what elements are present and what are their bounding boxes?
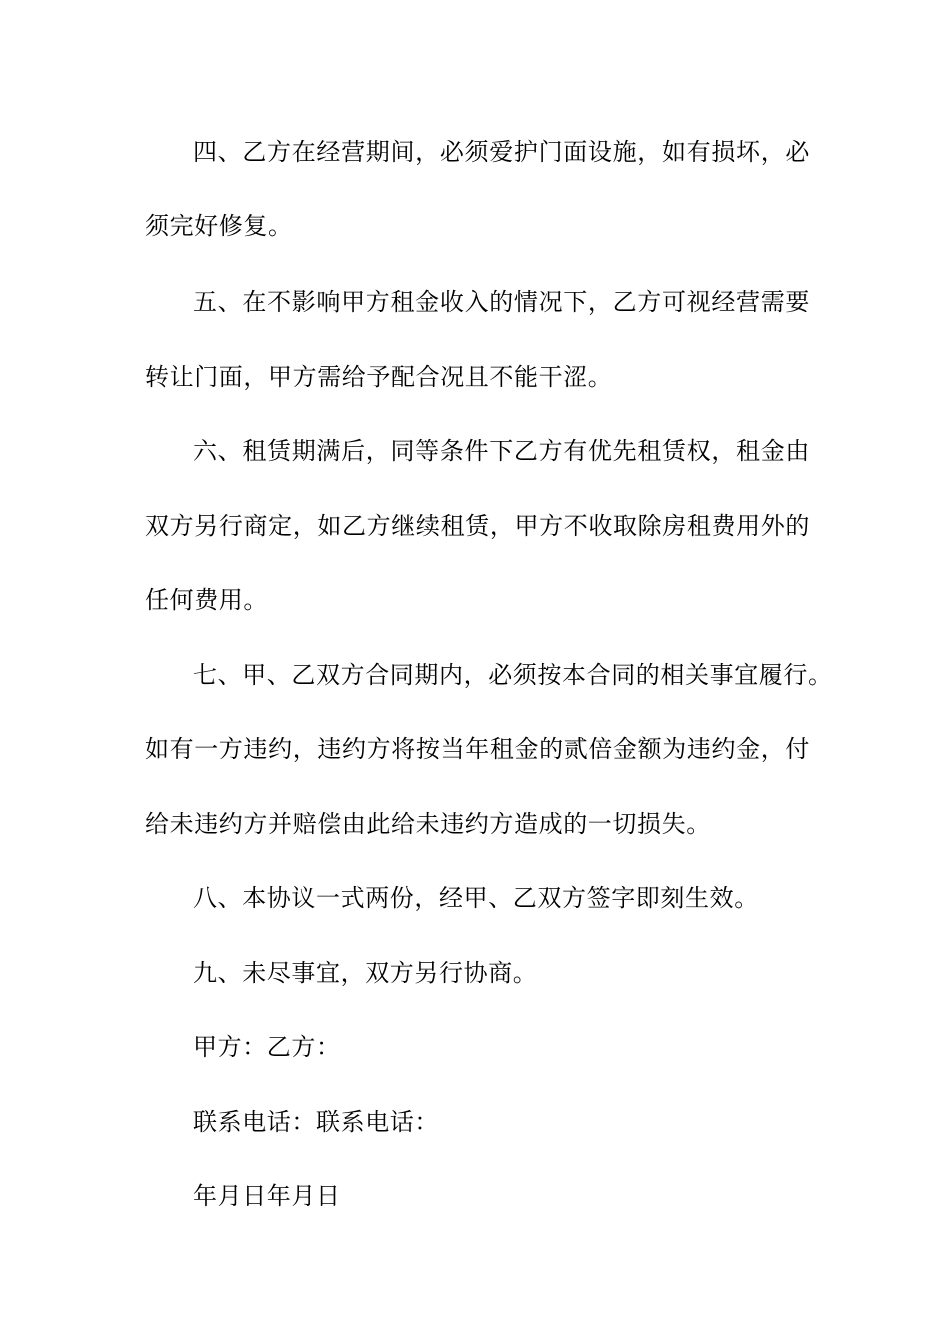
clause-5-line-1: 五、在不影响甲方租金收入的情况下，乙方可视经营需要 bbox=[193, 288, 810, 316]
clause-4-line-2: 须完好修复。 bbox=[145, 212, 293, 240]
contact-phone-line: 联系电话：联系电话： bbox=[193, 1108, 439, 1136]
clause-8: 八、本协议一式两份，经甲、乙双方签字即刻生效。 bbox=[193, 884, 759, 912]
clause-9: 九、未尽事宜，双方另行协商。 bbox=[193, 959, 538, 987]
clause-7-line-3: 给未违约方并赔偿由此给未违约方造成的一切损失。 bbox=[145, 810, 711, 838]
clause-6-line-2: 双方另行商定，如乙方继续租赁，甲方不收取除房租费用外的 bbox=[145, 512, 810, 540]
clause-6-line-1: 六、租赁期满后，同等条件下乙方有优先租赁权，租金由 bbox=[193, 437, 810, 465]
party-signature-line: 甲方：乙方： bbox=[193, 1033, 341, 1061]
date-line: 年月日年月日 bbox=[193, 1182, 341, 1210]
clause-5-line-2: 转让门面，甲方需给予配合况且不能干涩。 bbox=[145, 363, 613, 391]
clause-6-line-3: 任何费用。 bbox=[145, 586, 268, 614]
clause-7-line-2: 如有一方违约，违约方将按当年租金的贰倍金额为违约金，付 bbox=[145, 735, 810, 763]
clause-4-line-1: 四、乙方在经营期间，必须爱护门面设施，如有损坏，必 bbox=[193, 138, 810, 166]
clause-7-line-1: 七、甲、乙双方合同期内，必须按本合同的相关事宜履行。 bbox=[193, 661, 833, 689]
